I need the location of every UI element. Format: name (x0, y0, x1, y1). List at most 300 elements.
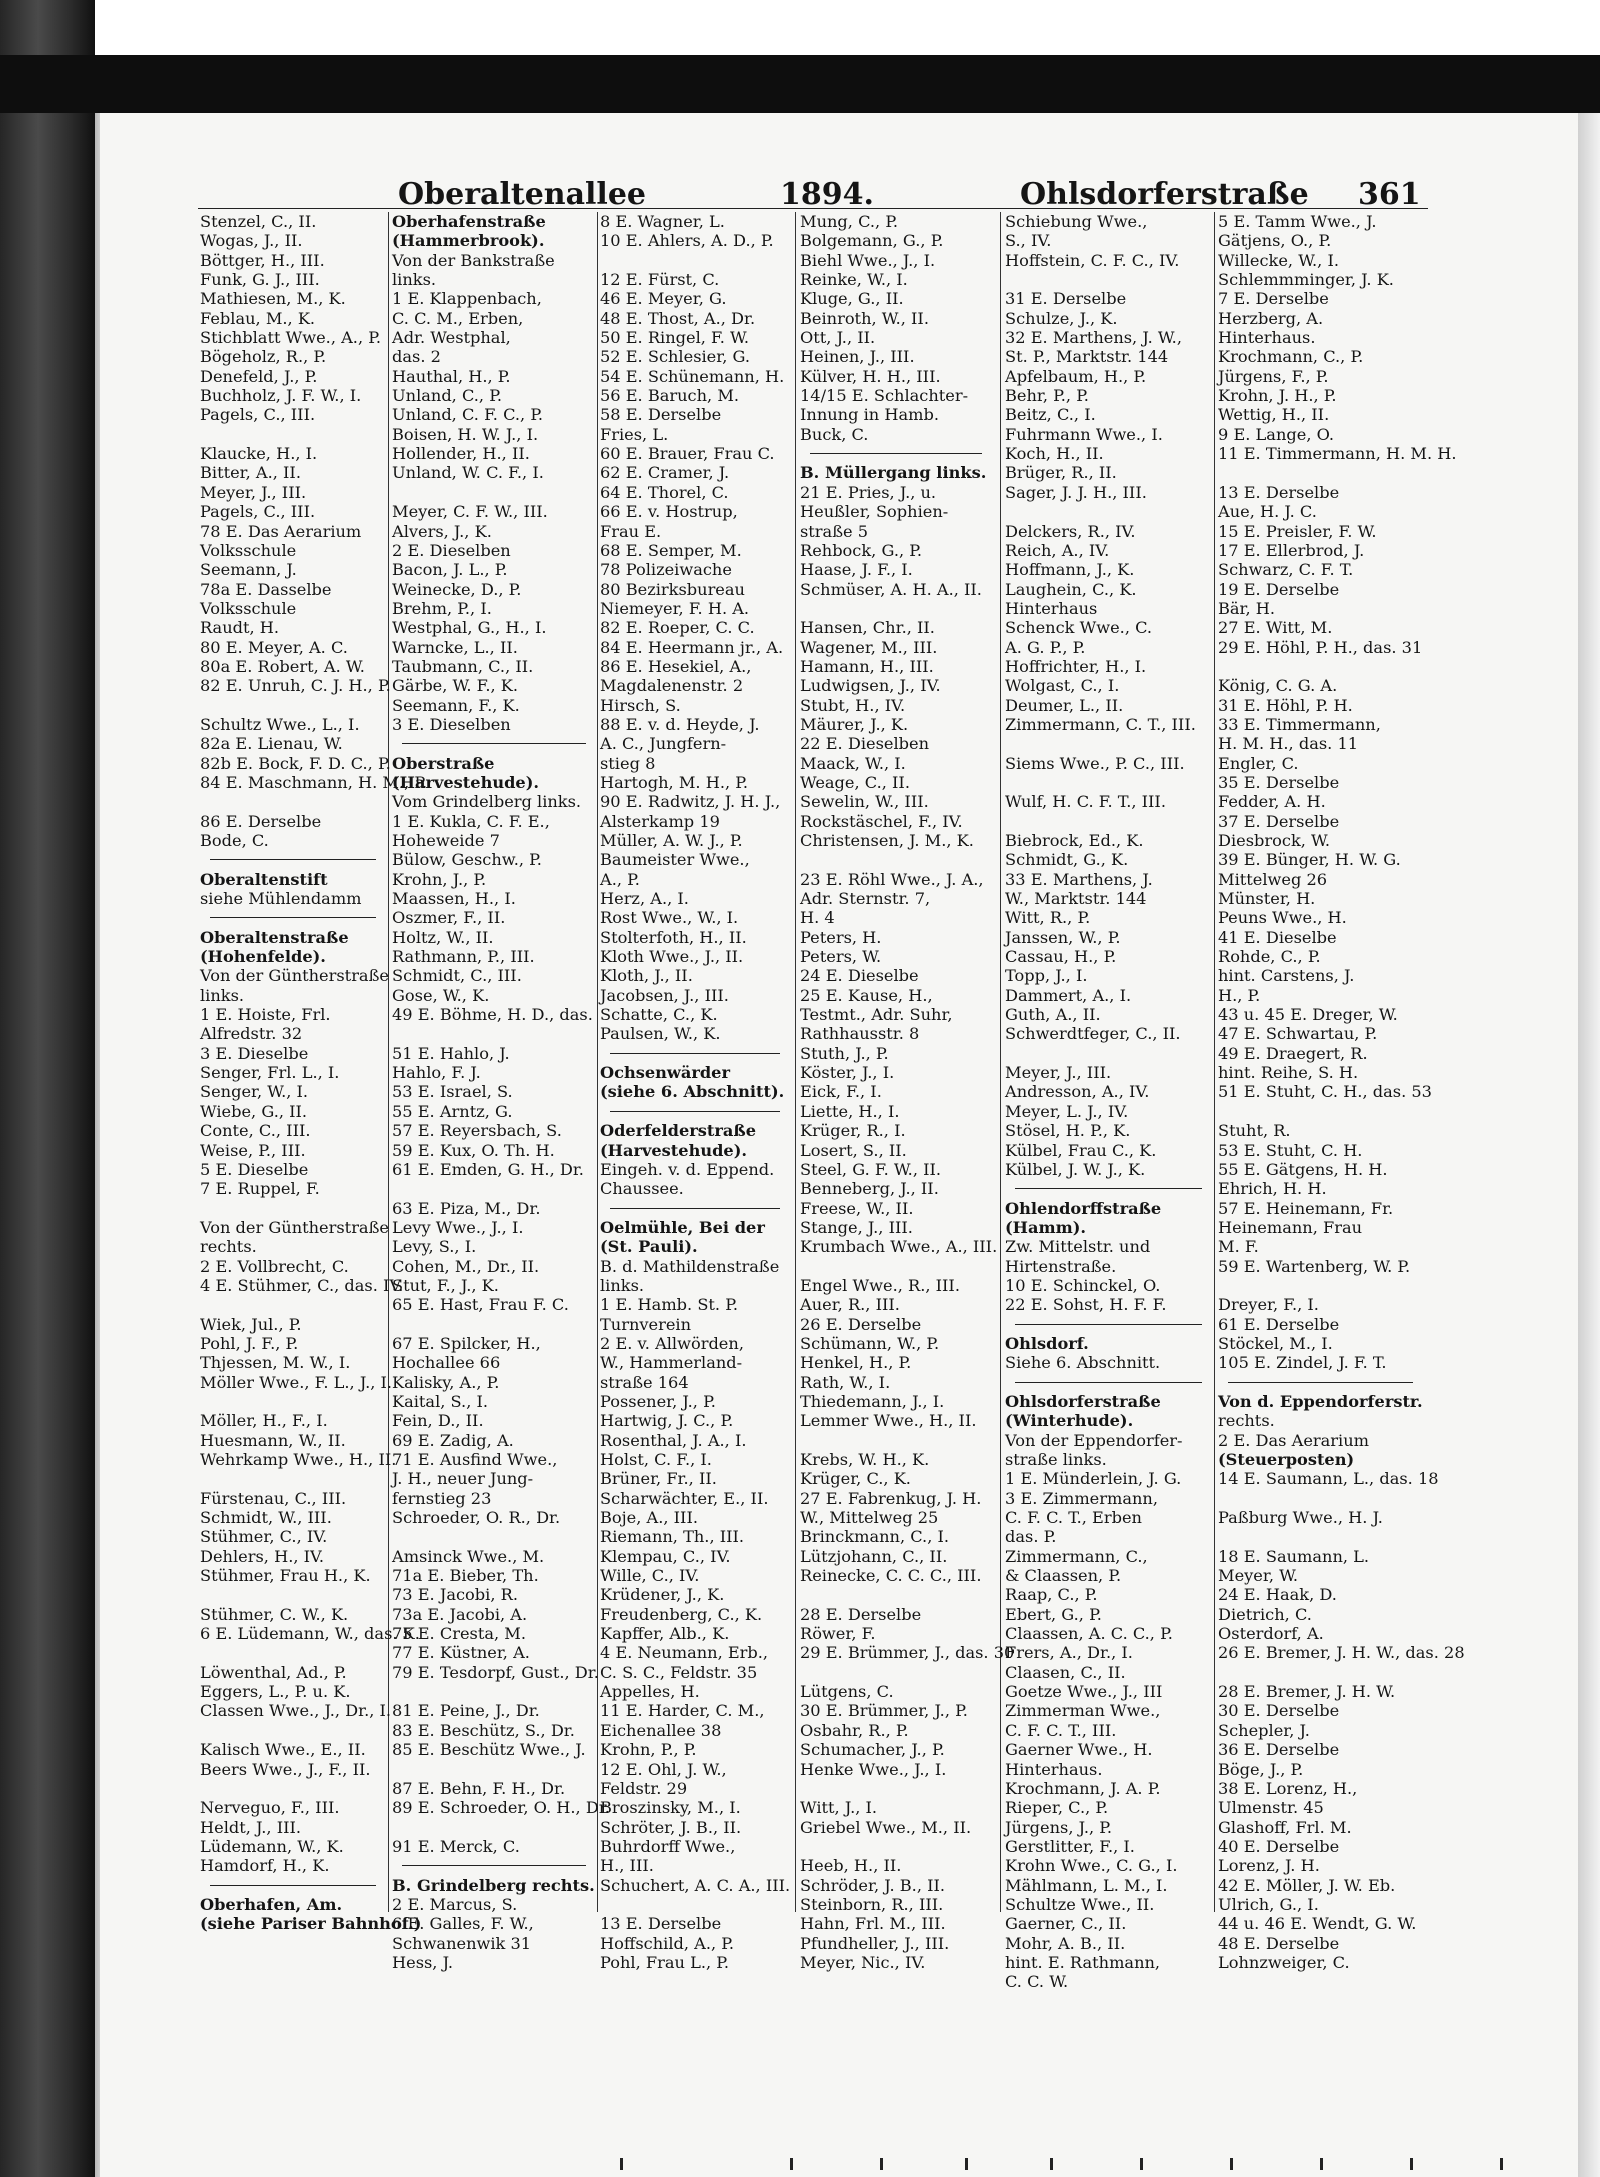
directory-entry: Kalisch Wwe., E., II. (200, 1740, 366, 1760)
directory-entry (200, 425, 386, 444)
directory-entry: Seemann, J. (200, 560, 297, 580)
directory-entry: Boisen, H. W. J., I. (392, 424, 539, 444)
directory-entry (1005, 773, 1212, 792)
directory-entry: 105 E. Zindel, J. F. T. (1218, 1353, 1387, 1373)
directory-entry: Reinecke, C. C. C., III. (800, 1566, 982, 1586)
directory-entry: Rathhausstr. 8 (800, 1024, 920, 1044)
street-heading: (siehe 6. Abschnitt). (600, 1082, 785, 1102)
directory-entry: Goetze Wwe., J., III (1005, 1682, 1163, 1702)
directory-entry: Maack, W., I. (800, 753, 906, 773)
directory-entry: Külbel, J. W. J., K. (1005, 1159, 1146, 1179)
directory-entry: 1 E. Klappenbach, (392, 289, 542, 309)
directory-entry: Stuth, J., P. (800, 1043, 889, 1063)
directory-entry: Gose, W., K. (392, 985, 490, 1005)
section-rule (392, 734, 596, 753)
directory-entry: Broszinsky, M., I. (600, 1798, 741, 1818)
directory-entry: Meyer, J., III. (200, 482, 307, 502)
directory-entry: Hoheweide 7 (392, 831, 500, 850)
directory-entry: Senger, Frl. L., I. (200, 1063, 340, 1083)
directory-entry: 36 E. Derselbe (1218, 1740, 1340, 1760)
directory-entry: Scharwächter, E., II. (600, 1488, 769, 1508)
directory-entry: Brüger, R., II. (1005, 463, 1117, 483)
directory-entry: Schmidt, C., III. (392, 966, 522, 986)
directory-entry: Witt, J., I. (800, 1798, 878, 1818)
directory-entry: Meyer, C. F. W., III. (392, 502, 548, 522)
directory-entry: H. 4 (800, 908, 835, 928)
directory-entry: 48 E. Thost, A., Dr. (600, 308, 756, 328)
directory-entry: Frau E. (600, 521, 662, 541)
directory-entry: 30 E. Brümmer, J., P. (800, 1701, 968, 1721)
column-divider (597, 212, 598, 1912)
directory-entry: 1 E. Hamb. St. P. (600, 1295, 738, 1315)
section-rule (1005, 1179, 1212, 1198)
directory-entry: A. C., Jungfern- (600, 734, 727, 754)
directory-entry: 86 E. Hesekiel, A., (600, 656, 752, 676)
directory-entry: Losert, S., II. (800, 1140, 907, 1160)
book-spine-shadow (0, 0, 95, 2177)
directory-entry: Schepler, J. (1218, 1720, 1310, 1740)
directory-entry: Ebert, G., P. (1005, 1604, 1102, 1624)
directory-entry: Gätjens, O., P. (1218, 231, 1332, 251)
directory-entry: links. (200, 985, 245, 1005)
directory-entry: Kapffer, Alb., K. (600, 1624, 730, 1644)
directory-entry: 69 E. Zadig, A. (392, 1430, 514, 1450)
directory-entry: 14 E. Saumann, L., das. 18 (1218, 1469, 1439, 1489)
directory-entry: Brinckmann, C., I. (800, 1527, 950, 1547)
directory-entry: Unland, C., P. (392, 386, 502, 406)
directory-entry: Frers, A., Dr., I. (1005, 1643, 1133, 1663)
directory-entry: Huesmann, W., II. (200, 1430, 346, 1450)
directory-entry (1218, 1102, 1423, 1121)
directory-column-3 (600, 212, 791, 1972)
directory-entry: 91 E. Merck, C. (392, 1836, 520, 1856)
section-rule (1005, 1315, 1212, 1334)
directory-entry: Diesbrock, W. (1218, 831, 1331, 850)
directory-entry: Volksschule (200, 598, 297, 618)
directory-entry: Topp, J., I. (1005, 966, 1088, 986)
directory-entry: Amsinck Wwe., M. (392, 1546, 545, 1566)
directory-entry: Gaerner, C., II. (1005, 1914, 1127, 1934)
directory-entry: links. (392, 270, 437, 290)
directory-entry: Ehrich, H. H. (1218, 1179, 1327, 1199)
directory-entry (200, 1643, 386, 1662)
directory-entry: 79 E. Tesdorpf, Gust., Dr. (392, 1662, 599, 1682)
scan-tick-mark (965, 2158, 968, 2170)
directory-entry: Hartwig, J. C., P. (600, 1411, 734, 1431)
directory-entry (1005, 1044, 1212, 1063)
directory-entry: Zimmerman Wwe., (1005, 1701, 1161, 1721)
directory-entry: 48 E. Derselbe (1218, 1933, 1340, 1953)
directory-entry: Behr, P., P. (1005, 386, 1089, 406)
street-heading: Von d. Eppendorferstr. (1218, 1391, 1423, 1411)
directory-entry: 21 E. Pries, J., u. (800, 482, 937, 502)
directory-entry: Schwarz, C. F. T. (1218, 560, 1354, 580)
directory-entry: Stolterfoth, H., II. (600, 927, 747, 947)
directory-entry (200, 1469, 386, 1488)
directory-entry: C. C. M., Erben, (392, 308, 524, 328)
directory-entry: 33 E. Marthens, J. (1005, 869, 1153, 889)
directory-entry: 49 E. Böhme, H. D., das. (392, 1005, 593, 1025)
directory-entry: 89 E. Schroeder, O. H., Dr. (392, 1798, 610, 1818)
directory-entry: 57 E. Heinemann, Fr. (1218, 1198, 1394, 1218)
directory-entry: Bär, H. (1218, 598, 1276, 618)
directory-entry: B. d. Mathildenstraße (600, 1256, 780, 1276)
directory-entry: Rathmann, P., III. (392, 947, 535, 967)
directory-entry: Brüner, Fr., II. (600, 1469, 717, 1489)
directory-entry: Chaussee. (600, 1179, 684, 1199)
directory-entry (200, 1585, 386, 1604)
directory-entry: C. F. C. T., Erben (1005, 1508, 1142, 1528)
directory-entry: Hartogh, M. H., P. (600, 772, 749, 792)
directory-entry: 25 E. Kause, H., (800, 985, 933, 1005)
directory-entry: Hamdorf, H., K. (200, 1856, 330, 1876)
section-rule (1218, 1373, 1423, 1392)
directory-entry: 46 E. Meyer, G. (600, 289, 727, 309)
directory-entry: 86 E. Derselbe (200, 811, 322, 831)
street-heading: Oberaltenstraße (200, 927, 349, 947)
directory-entry: 67 E. Spilcker, H., (392, 1333, 541, 1353)
directory-entry: 12 E. Ohl, J. W., (600, 1759, 727, 1779)
directory-entry: Eggers, L., P. u. K. (200, 1682, 351, 1702)
directory-entry: Fuhrmann Wwe., I. (1005, 424, 1163, 444)
section-rule (392, 1856, 596, 1875)
street-heading: (Harvestehude). (392, 772, 540, 792)
directory-entry: Schatte, C., K. (600, 1005, 718, 1025)
directory-entry: 6 E. Galles, F. W., (392, 1914, 534, 1934)
directory-entry: Gerstlitter, F., I. (1005, 1836, 1135, 1856)
directory-entry: W., Marktstr. 144 (1005, 889, 1147, 909)
directory-entry: Lütgens, C. (800, 1682, 894, 1702)
directory-entry: Conte, C., III. (200, 1121, 311, 1141)
directory-entry: Hoffrichter, H., I. (1005, 656, 1147, 676)
street-heading: Ohlendorffstraße (1005, 1198, 1162, 1218)
directory-entry: 78 Polizeiwache (600, 560, 732, 580)
directory-entry: Buchholz, J. F. W., I. (200, 386, 362, 406)
directory-entry: Wehrkamp Wwe., H., II. (200, 1450, 397, 1469)
directory-entry: Thiedemann, J., I. (800, 1391, 945, 1411)
directory-entry: Schultze Wwe., II. (1005, 1894, 1155, 1914)
directory-entry: Krüdener, J., K. (600, 1585, 725, 1605)
directory-entry: Krohn, J. H., P. (1218, 386, 1337, 406)
directory-entry: Feblau, M., K. (200, 308, 316, 328)
directory-entry: straße 5 (800, 521, 869, 541)
directory-entry (392, 1682, 596, 1701)
directory-entry: Volksschule (200, 540, 297, 560)
directory-entry: Stenzel, C., II. (200, 212, 317, 231)
directory-entry: Dreyer, F., I. (1218, 1295, 1319, 1315)
directory-entry: Klempau, C., IV. (600, 1546, 731, 1566)
directory-entry: Siehe 6. Abschnitt. (1005, 1353, 1161, 1373)
directory-entry: Stöckel, M., I. (1218, 1333, 1333, 1353)
directory-entry: das. P. (1005, 1527, 1057, 1547)
column-divider (1214, 212, 1215, 1912)
section-rule (600, 1199, 790, 1218)
directory-entry: Schlemmminger, J. K. (1218, 270, 1394, 290)
directory-entry: 2 E. Vollbrecht, C. (200, 1256, 349, 1276)
directory-entry: 82 E. Roeper, C. C. (600, 618, 755, 638)
directory-entry: Kaital, S., I. (392, 1391, 489, 1411)
directory-entry: Hinterhaus. (1005, 1759, 1103, 1779)
directory-entry: Böge, J., P. (1218, 1759, 1304, 1779)
directory-entry: fernstieg 23 (392, 1488, 492, 1508)
directory-entry: Stühmer, Frau H., K. (200, 1566, 371, 1586)
directory-entry: Seemann, F., K. (392, 695, 520, 715)
scan-tick-mark (790, 2158, 793, 2170)
directory-entry: Meyer, L. J., IV. (1005, 1101, 1129, 1121)
directory-entry: 2 E. v. Allwörden, (600, 1333, 744, 1353)
directory-entry: 82a E. Lienau, W. (200, 734, 343, 754)
directory-entry: Kloth, J., II. (600, 966, 693, 986)
directory-entry: Pohl, J. F., P. (200, 1333, 299, 1353)
directory-entry: 18 E. Saumann, L. (1218, 1546, 1370, 1566)
scan-top-band (0, 55, 1600, 113)
directory-entry: 44 u. 46 E. Wendt, G. W. (1218, 1914, 1417, 1934)
directory-entry: Krohn, P., P. (600, 1740, 697, 1760)
directory-entry: 56 E. Baruch, M. (600, 386, 740, 406)
directory-entry: Meyer, Nic., IV. (800, 1952, 926, 1972)
directory-entry: Gärbe, W. F., K. (392, 676, 519, 696)
directory-entry: Rehbock, G., P. (800, 540, 923, 560)
directory-entry: 43 u. 45 E. Dreger, W. (1218, 1005, 1398, 1025)
directory-entry: Baumeister Wwe., (600, 850, 750, 870)
directory-entry: Steinborn, R., III. (800, 1894, 944, 1914)
directory-entry (1218, 657, 1423, 676)
directory-entry: Bülow, Geschw., P. (392, 850, 542, 870)
directory-entry: Möller Wwe., F. L., J., I. (200, 1372, 393, 1392)
directory-entry: 51 E. Hahlo, J. (392, 1043, 510, 1063)
street-heading: Oberstraße (392, 753, 495, 773)
directory-entry: Bitter, A., II. (200, 463, 301, 483)
directory-entry: Weage, C., II. (800, 772, 910, 792)
directory-entry: Wulf, H. C. F. T., III. (1005, 792, 1166, 812)
directory-entry: Eichenallee 38 (600, 1720, 722, 1740)
directory-entry: Deumer, L., II. (1005, 695, 1124, 715)
directory-entry: Raudt, H. (200, 618, 280, 638)
directory-entry: Niemeyer, F. H. A. (600, 598, 750, 618)
directory-entry: Schulze, J., K. (1005, 308, 1118, 328)
directory-entry: Eingeh. v. d. Eppend. (600, 1159, 775, 1179)
directory-entry: Boje, A., III. (600, 1508, 698, 1528)
directory-entry: Buhrdorff Wwe., (600, 1836, 736, 1856)
directory-entry (1005, 270, 1212, 289)
directory-entry: 35 E. Derselbe (1218, 772, 1340, 792)
directory-entry: Lüdemann, W., K. (200, 1836, 344, 1856)
directory-entry: Henke Wwe., J., I. (800, 1759, 947, 1779)
directory-entry (392, 1315, 596, 1334)
directory-entry: St. P., Marktstr. 144 (1005, 347, 1169, 367)
directory-entry: Von der Güntherstraße (200, 1217, 389, 1237)
directory-entry: Schröder, J. B., II. (800, 1875, 946, 1895)
street-heading: B. Müllergang links. (800, 463, 987, 483)
directory-entry: hint. Reihe, S. H. (1218, 1063, 1359, 1083)
directory-entry: 54 E. Schünemann, H. (600, 366, 785, 386)
scan-tick-mark (1410, 2158, 1413, 2170)
directory-entry (200, 1392, 386, 1411)
directory-entry: S., IV. (1005, 231, 1052, 251)
directory-entry: Classen Wwe., J., Dr., I. (200, 1701, 392, 1721)
directory-entry: Krebs, W. H., K. (800, 1450, 930, 1469)
directory-entry: Mohr, A. B., II. (1005, 1933, 1126, 1953)
directory-entry: 9 E. Lange, O. (1218, 424, 1335, 444)
directory-entry: Zw. Mittelstr. und (1005, 1237, 1151, 1257)
directory-entry: W., Mittelweg 25 (800, 1508, 939, 1528)
directory-entry: Fedder, A. H. (1218, 792, 1326, 812)
directory-entry: Oszmer, F., II. (392, 908, 506, 928)
directory-entry: Beers Wwe., J., F., II. (200, 1759, 371, 1779)
directory-entry: rechts. (200, 1237, 257, 1257)
directory-entry: Pohl, Frau L., P. (600, 1952, 730, 1972)
directory-entry: Ott, J., II. (800, 328, 876, 348)
directory-entry: Hamann, H., III. (800, 656, 934, 676)
directory-entry: Wolgast, C., I. (1005, 676, 1120, 696)
directory-entry: 53 E. Stuht, C. H. (1218, 1140, 1363, 1160)
directory-entry: 13 E. Derselbe (600, 1914, 722, 1934)
directory-entry: Levy Wwe., J., I. (392, 1217, 524, 1237)
directory-entry: 29 E. Höhl, P. H., das. 31 (1218, 637, 1423, 657)
directory-entry: 31 E. Derselbe (1005, 289, 1127, 309)
directory-entry: Hinterhaus (1005, 598, 1098, 618)
directory-entry: 83 E. Beschütz, S., Dr. (392, 1720, 575, 1740)
directory-column-5 (1005, 212, 1212, 1992)
directory-entry: Schroeder, O. R., Dr. (392, 1508, 561, 1528)
directory-column-4 (800, 212, 1015, 1972)
directory-entry: Beinroth, W., II. (800, 308, 929, 328)
directory-entry: Kloth Wwe., J., II. (600, 947, 744, 967)
directory-entry: 71 E. Ausfind Wwe., (392, 1450, 558, 1469)
directory-entry (392, 1818, 596, 1837)
directory-entry: Osterdorf, A. (1218, 1624, 1324, 1644)
directory-entry: Rath, W., I. (800, 1372, 891, 1392)
directory-entry: 2 E. Marcus, S. (392, 1894, 518, 1914)
scan-tick-mark (620, 2158, 623, 2170)
directory-entry: 22 E. Dieselben (800, 734, 930, 754)
street-heading: Ochsenwärder (600, 1063, 731, 1083)
directory-entry: Lemmer Wwe., H., II. (800, 1411, 977, 1431)
directory-entry: Wille, C., IV. (600, 1566, 700, 1586)
directory-entry: 55 E. Gätgens, H. H. (1218, 1159, 1388, 1179)
directory-entry: Cassau, H., P. (1005, 947, 1117, 967)
directory-entry (392, 1760, 596, 1779)
directory-entry: Mittelweg 26 (1218, 869, 1328, 889)
directory-entry: Benneberg, J., II. (800, 1179, 939, 1199)
directory-entry: Jacobsen, J., III. (600, 985, 729, 1005)
directory-entry: Feldstr. 29 (600, 1778, 688, 1798)
directory-entry: 63 E. Piza, M., Dr. (392, 1198, 541, 1218)
directory-entry: Beitz, C., I. (1005, 405, 1096, 425)
directory-entry: Dehlers, H., IV. (200, 1546, 325, 1566)
directory-entry: Sewelin, W., III. (800, 792, 929, 812)
directory-entry: Krüger, R., I. (800, 1121, 906, 1141)
directory-entry: J. H., neuer Jung- (392, 1469, 534, 1489)
directory-entry: Alfredstr. 32 (200, 1024, 303, 1044)
directory-entry: 3 E. Dieselbe (200, 1043, 309, 1063)
running-head-year: 1894. (780, 177, 874, 212)
directory-entry: Adr. Sternstr. 7, (800, 889, 931, 909)
directory-entry: 61 E. Derselbe (1218, 1314, 1340, 1334)
directory-entry: Riemann, Th., III. (600, 1527, 745, 1547)
directory-entry: Rost Wwe., W., I. (600, 908, 739, 928)
section-rule (200, 1876, 386, 1895)
directory-entry: Stichblatt Wwe., A., P. (200, 328, 382, 348)
directory-entry: Possener, J., P. (600, 1391, 716, 1411)
directory-entry: Willecke, W., I. (1218, 250, 1339, 270)
directory-entry: 10 E. Schinckel, O. (1005, 1275, 1161, 1295)
directory-entry: 11 E. Harder, C. M., (600, 1701, 765, 1721)
directory-entry: 57 E. Reyersbach, S. (392, 1121, 562, 1141)
directory-entry: 49 E. Draegert, R. (1218, 1043, 1368, 1063)
directory-entry: Hansen, Chr., II. (800, 618, 935, 638)
directory-entry: Peuns Wwe., H. (1218, 908, 1347, 928)
directory-entry: Adr. Westphal, (392, 328, 511, 348)
directory-entry (200, 1721, 386, 1740)
directory-entry: Gaerner Wwe., H. (1005, 1740, 1153, 1760)
directory-entry: Zimmermann, C., (1005, 1546, 1148, 1566)
directory-entry: Krüger, C., K. (800, 1469, 911, 1489)
directory-entry: Andresson, A., IV. (1005, 1082, 1150, 1102)
directory-entry: Haase, J. F., I. (800, 560, 913, 580)
directory-entry: Krochmann, C., P. (1218, 347, 1364, 367)
directory-entry (800, 599, 992, 618)
directory-entry: Bode, C. (200, 831, 269, 850)
header-rule (198, 208, 1428, 209)
directory-entry (1218, 1663, 1423, 1682)
directory-entry: Dammert, A., I. (1005, 985, 1132, 1005)
street-heading: (St. Pauli). (600, 1237, 698, 1257)
directory-entry: Bacon, J. L., P. (392, 560, 508, 580)
directory-entry: Denefeld, J., P. (200, 366, 318, 386)
directory-entry: Bögeholz, R., P. (200, 347, 327, 367)
street-heading: Ohlsdorferstraße (1005, 1391, 1161, 1411)
directory-entry: Mählmann, L. M., I. (1005, 1875, 1168, 1895)
directory-entry: Rieper, C., P. (1005, 1798, 1109, 1818)
directory-entry (1218, 1527, 1423, 1546)
directory-entry: Krochmann, J. A. P. (1005, 1778, 1161, 1798)
directory-entry: 40 E. Derselbe (1218, 1836, 1340, 1856)
directory-entry: 90 E. Radwitz, J. H. J., (600, 792, 781, 812)
directory-entry: Wogas, J., II. (200, 231, 303, 251)
directory-entry: Westphal, G., H., I. (392, 618, 547, 638)
directory-entry: 71a E. Bieber, Th. (392, 1566, 539, 1586)
directory-entry: Külver, H. H., III. (800, 366, 941, 386)
street-heading: (Hammerbrook). (392, 231, 545, 251)
directory-entry (200, 792, 386, 811)
column-divider (388, 212, 389, 1912)
directory-entry: Christensen, J. M., K. (800, 831, 974, 850)
directory-entry: 13 E. Derselbe (1218, 482, 1340, 502)
directory-entry: 8 E. Wagner, L. (600, 212, 725, 231)
directory-entry: Peters, W. (800, 947, 882, 967)
directory-entry: 41 E. Dieselbe (1218, 927, 1337, 947)
directory-entry: Schwanenwik 31 (392, 1933, 532, 1953)
directory-entry (1005, 734, 1212, 753)
directory-column-2 (392, 212, 610, 1972)
directory-entry: Schröter, J. B., II. (600, 1817, 742, 1837)
directory-entry: Ludwigsen, J., IV. (800, 676, 941, 696)
directory-entry (200, 1295, 386, 1314)
directory-entry: Funk, G. J., III. (200, 270, 320, 290)
scan-tick-mark (1050, 2158, 1053, 2170)
directory-entry: Cohen, M., Dr., II. (392, 1256, 540, 1276)
directory-entry: Testmt., Adr. Suhr, (800, 1005, 953, 1025)
directory-entry: Lützjohann, C., II. (800, 1546, 948, 1566)
directory-entry: 88 E. v. d. Heyde, J. (600, 714, 760, 734)
directory-entry: Magdalenenstr. 2 (600, 676, 744, 696)
running-head-right: Ohlsdorferstraße (1020, 177, 1309, 212)
directory-entry: Schumacher, J., P. (800, 1740, 945, 1760)
directory-entry: 3 E. Zimmermann, (1005, 1488, 1158, 1508)
directory-entry: Henkel, H., P. (800, 1353, 912, 1373)
scan-bottom-marks (620, 2158, 1570, 2170)
